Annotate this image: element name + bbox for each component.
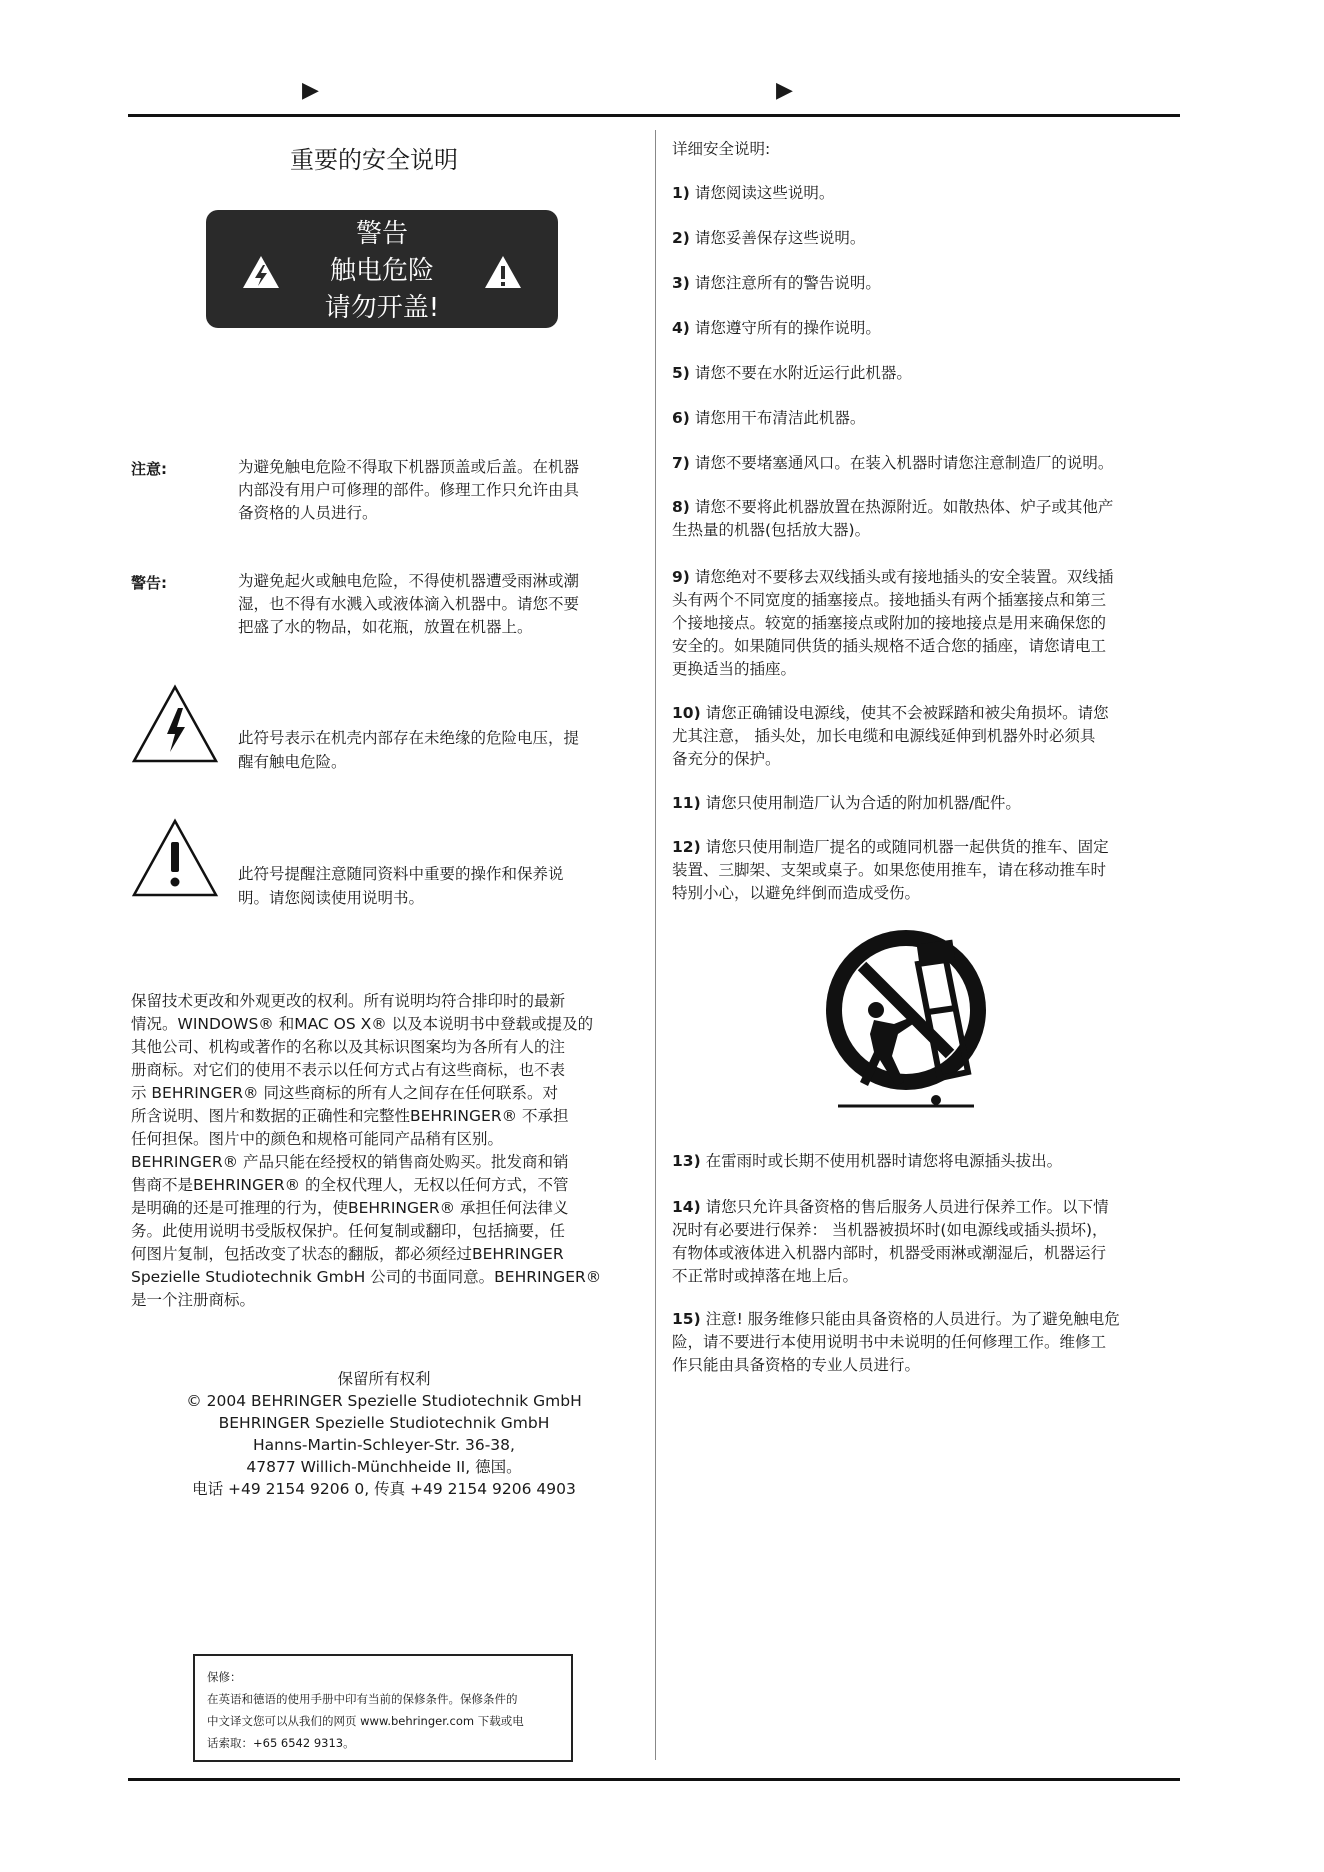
- safety-item-13: 13) 在雷雨时或长期不使用机器时请您将电源插头拔出。: [672, 1152, 1063, 1170]
- warning-box-line3: 请勿开盖!: [324, 293, 440, 323]
- page-title: 重要的安全说明: [290, 146, 458, 174]
- safety-item-1: 1) 请您阅读这些说明。: [672, 184, 835, 202]
- warranty-title: 保修：: [207, 1670, 242, 1684]
- safety-heading: 详细安全说明:: [672, 140, 771, 158]
- warning-text: 为避免起火或触电危险，不得使机器遭受雨淋或潮 湿，也不得有水溅入或液体滴入机器中。请您不要 把盛了水的物品，如花瓶，放置在机器上。: [238, 572, 580, 636]
- safety-item-3: 3) 请您注意所有的警告说明。: [672, 274, 881, 292]
- safety-item-8: 8) 请您不要将此机器放置在热源附近。如散热体、炉子或其他产 生热量的机器(包括放大器)。: [672, 498, 1114, 539]
- safety-item-11: 11) 请您只使用制造厂认为合适的附加机器/配件。: [672, 794, 1021, 812]
- safety-item-15: 15) 注意! 服务维修只能由具备资格的人员进行。为了避免触电危 险，请不要进行本使用说明书中未说明的任何修理工作。维修工 作只能由具备资格的专业人员进行。: [672, 1310, 1120, 1374]
- header-arrow-right: ▶: [776, 78, 793, 103]
- safety-item-2: 2) 请您妥善保存这些说明。: [672, 229, 866, 247]
- header-arrow-left: ▶: [302, 78, 319, 103]
- safety-item-4: 4) 请您遵守所有的操作说明。: [672, 319, 881, 337]
- warranty-box: 保修： 在英语和德语的使用手册中印有当前的保修条件。保修条件的 中文译文您可以从我们的网页 www.behringer.com 下载或电 话索取：+65 6542 9313。: [193, 1654, 573, 1762]
- exclamation-symbol-text: 此符号提醒注意随同资料中重要的操作和保养说 明。请您阅读使用说明书。: [238, 865, 564, 907]
- top-rule: [128, 114, 1180, 117]
- lightning-symbol-text: 此符号表示在机壳内部存在未绝缘的危险电压，提 醒有触电危险。: [238, 729, 580, 771]
- exclamation-symbol-icon: [131, 818, 219, 898]
- warning-box-line2: 触电危险: [329, 256, 434, 286]
- warning-label: 警告:: [131, 574, 167, 592]
- lightning-symbol-icon: [131, 684, 219, 764]
- bottom-rule: [128, 1778, 1180, 1781]
- safety-item-14: 14) 请您只允许具备资格的售后服务人员进行保养工作。以下情 况时有必要进行保养： 当机器被损坏时(如电源线或插头损坏)， 有物体或液体进入机器内部时，机器受雨淋或潮湿后，机器运行 不正常时或掉落在地上后。: [672, 1198, 1109, 1285]
- safety-item-12: 12) 请您只使用制造厂提名的或随同机器一起供货的推车、固定 装置、三脚架、支架或桌子。如果您使用推车，请在移动推车时 特别小心，以避免绊倒而造成受伤。: [672, 838, 1109, 902]
- exclamation-warning-icon: [484, 255, 522, 289]
- caution-label: 注意:: [131, 460, 167, 478]
- copyright-block: 保留所有权利 © 2004 BEHRINGER Spezielle Studiotechnik GmbH BEHRINGER Spezielle Studiotechnik GmbH Hanns-Martin-Schleyer-Str. 36-38, 47877 Willich-Münchheide II, 德国。 电话 +49 2154 9206 0, 传真 +49 2154 9206 4903: [186, 1370, 582, 1498]
- safety-item-5: 5) 请您不要在水附近运行此机器。: [672, 364, 912, 382]
- warning-box-line1: 警告: [355, 219, 408, 249]
- safety-item-7: 7) 请您不要堵塞通风口。在装入机器时请您注意制造厂的说明。: [672, 454, 1114, 472]
- safety-item-10: 10) 请您正确铺设电源线，使其不会被踩踏和被尖角损坏。请您 尤其注意， 插头处，加长电缆和电源线延伸到机器外时必须具 备充分的保护。: [672, 704, 1109, 768]
- legal-notice: 保留技术更改和外观更改的权利。所有说明均符合排印时的最新 情况。WINDOWS® 和MAC OS X® 以及本说明书中登载或提及的 其他公司、机构或著作的名称以及其标识图案均为各所有人的注 册商标。对它们的使用不表示以任何方式占有这些商标，也不表 示 BEHRINGER® 同这些商标的所有人之间存在任何联系。对 所含说明、图片和数据的正确性和完整性BEHRINGER® 不承担 任何担保。图片中的颜色和规格可能同产品稍有区别。 BEHRINGER® 产品只能在经授权的销售商处购买。批发商和销 售商不是BEHRINGER® 的全权代理人，无权以任何方式，不管 是明确的还是可推理的行为，使BEHRINGER® 承担任何法律义 务。此使用说明书受版权保护。任何复制或翻印，包括摘要，任 何图片复制，包括改变了状态的翻版，都必须经过BEHRINGER Spezielle Studiotechnik GmbH 公司的书面同意。BEHRINGER® 是一个注册商标。: [131, 992, 602, 1309]
- column-divider: [655, 130, 656, 1760]
- cart-tipover-warning-icon: [818, 922, 994, 1122]
- warning-box: [206, 210, 558, 328]
- safety-item-9: 9) 请您绝对不要移去双线插头或有接地插头的安全装置。双线插 头有两个不同宽度的插塞接点。接地插头有两个插塞接点和第三 个接地接点。较宽的插塞接点或附加的接地接点是用来确保您的 安全的。如果随同供货的插头规格不适合您的插座，请您请电工 更换适当的插座。: [672, 568, 1114, 678]
- caution-text: 为避免触电危险不得取下机器顶盖或后盖。在机器 内部没有用户可修理的部件。修理工作只允许由具 备资格的人员进行。: [238, 458, 580, 522]
- safety-item-6: 6) 请您用干布清洁此机器。: [672, 409, 866, 427]
